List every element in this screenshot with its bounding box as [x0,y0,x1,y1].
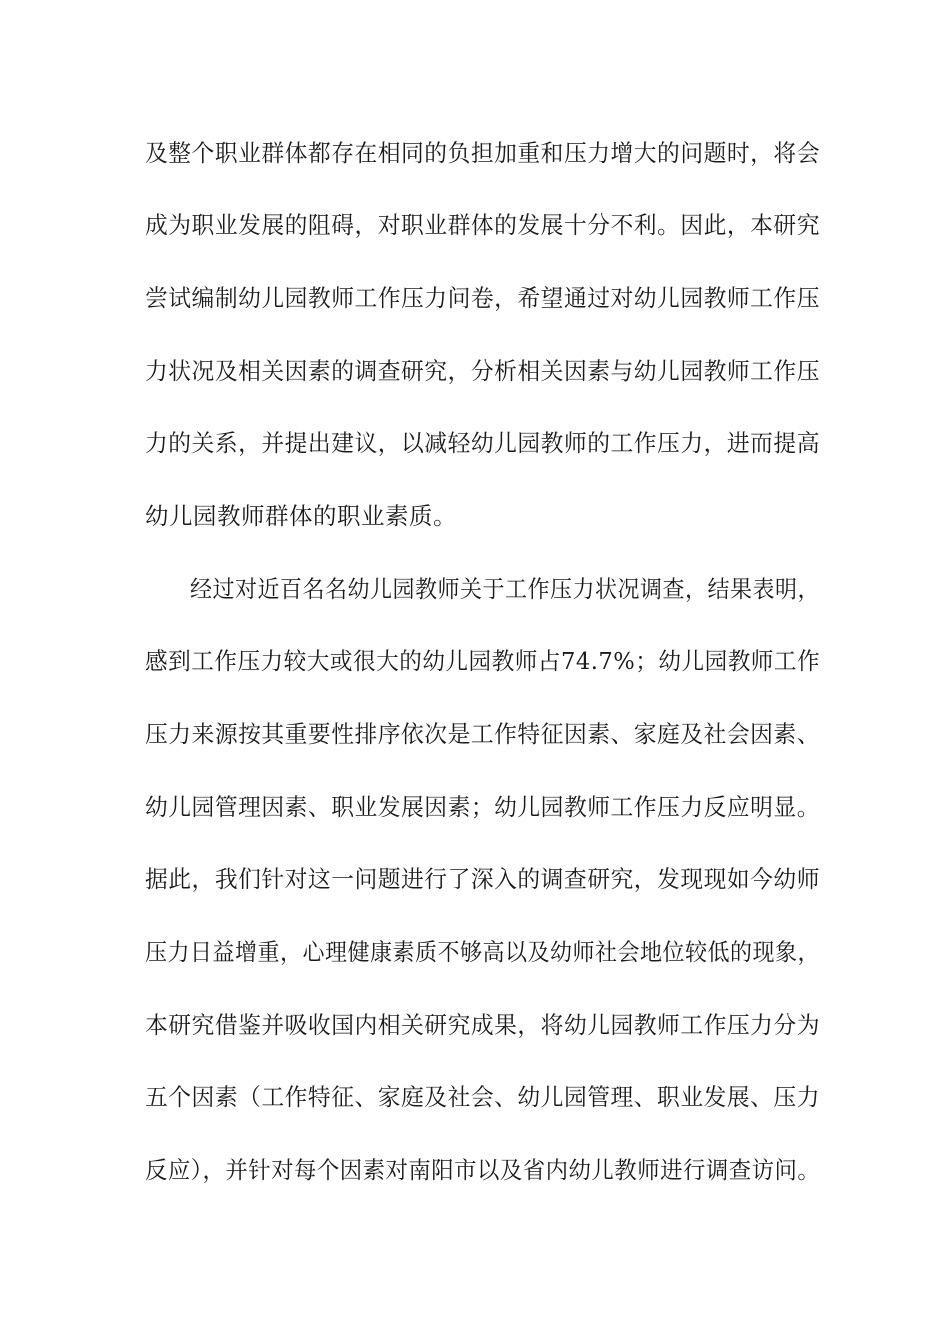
paragraph-line: 成为职业发展的阻碍，对职业群体的发展十分不利。因此，本研究 [145,211,820,239]
paragraph-line: 本研究借鉴并吸收国内相关研究成果，将幼儿园教师工作压力分为 [145,1011,820,1039]
paragraph-line: 五个因素（工作特征、家庭及社会、幼儿园管理、职业发展、压力 [145,1083,820,1111]
paragraph-line: 尝试编制幼儿园教师工作压力问卷，希望通过对幼儿园教师工作压 [145,284,820,312]
paragraph-line: 经过对近百名名幼儿园教师关于工作压力状况调查，结果表明， [190,575,820,603]
paragraph-line: 据此，我们针对这一问题进行了深入的调查研究，发现现如今幼师 [145,865,820,893]
paragraph-line: 感到工作压力较大或很大的幼儿园教师占74.7%；幼儿园教师工作 [145,647,821,675]
paragraph-line: 幼儿园教师群体的职业素质。 [145,502,457,530]
paragraph-line: 幼儿园管理因素、职业发展因素；幼儿园教师工作压力反应明显。 [145,793,820,821]
paragraph-line: 反应），并针对每个因素对南阳市以及省内幼儿教师进行调查访问。 [145,1156,821,1184]
paragraph-line: 及整个职业群体都存在相同的负担加重和压力增大的问题时，将会 [145,139,820,167]
paragraph-line: 压力来源按其重要性排序依次是工作特征因素、家庭及社会因素、 [145,720,820,748]
paragraph-line: 压力日益增重，心理健康素质不够高以及幼师社会地位较低的现象， [145,938,820,966]
paragraph-line: 力状况及相关因素的调查研究，分析相关因素与幼儿园教师工作压 [145,357,820,385]
paragraph-line: 力的关系，并提出建议，以减轻幼儿园教师的工作压力，进而提高 [145,429,820,457]
